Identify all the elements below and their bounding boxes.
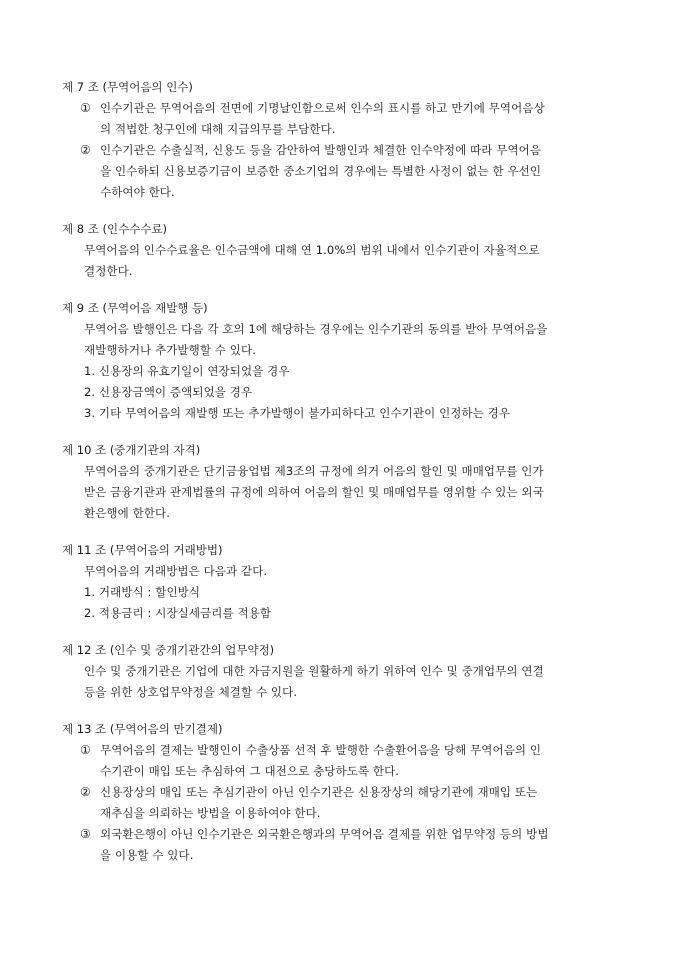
numbered-item: 2. 신용장금액이 증액되었을 경우 [84,385,253,399]
item-text-line: 인수기관은 무역어음의 전면에 기명날인함으로써 인수의 표시를 하고 만기에 무역어음상 [100,101,545,115]
article-heading: 제 9 조 (무역어음 재발행 등) [62,301,208,315]
item-mark: ② [80,143,91,157]
item-mark: ③ [80,827,91,841]
numbered-item: 1. 신용장의 유효기일이 연장되었을 경우 [84,364,290,378]
item-text-line: 무역어음의 결제는 발행인이 수출상품 선적 후 발행한 수출환어음을 당해 무역어음의 인 [100,743,542,757]
item-mark: ① [80,101,91,115]
body-text-line: 받은 금융기관과 관계법률의 규정에 의하여 어음의 할인 및 매매업무를 영위할 수 있는 외국 [84,485,544,499]
item-text-line: 수기관이 매입 또는 추심하여 그 대전으로 충당하도록 한다. [100,764,400,778]
body-text-line: 재발행하거나 추가발행할 수 있다. [84,343,256,357]
body-text-line: 결정한다. [84,264,133,278]
item-text-line: 외국환은행이 아닌 인수기관은 외국환은행과의 무역어음 결제를 위한 업무약정 등의 방법 [100,827,549,841]
item-mark: ① [80,743,91,757]
body-text-line: 무역어음의 거래방법은 다음과 같다. [84,564,268,578]
body-text-line: 환은행에 한한다. [84,506,170,520]
item-mark: ② [80,785,91,799]
numbered-item: 1. 거래방식 : 할인방식 [84,585,201,599]
article-heading: 제 10 조 (중개기관의 자격) [62,443,201,457]
article-heading: 제 7 조 (무역어음의 인수) [62,80,193,94]
article-heading: 제 12 조 (인수 및 중개기관간의 업무약정) [62,643,275,657]
item-text-line: 재추심을 의뢰하는 방법을 이용하여야 한다. [100,806,321,820]
article-heading: 제 8 조 (인수수수료) [62,222,168,236]
numbered-item: 3. 기타 무역어음의 재발행 또는 추가발행이 불가피하다고 인수기관이 인정하는 경우 [84,406,511,420]
numbered-item: 2. 적용금리 : 시장실세금리를 적용함 [84,606,272,620]
item-text-line: 의 적법한 청구인에 대해 지급의무를 부담한다. [100,122,336,136]
item-text-line: 을 인수하되 신용보증기금이 보증한 중소기업의 경우에는 특별한 사정이 없는 한 우선인 [100,164,542,178]
body-text-line: 등을 위한 상호업무약정을 체결할 수 있다. [84,685,298,699]
body-text-line: 인수 및 중개기관은 기업에 대한 자금지원을 원활하게 하기 위하여 인수 및 중개업무의 연결 [84,664,544,678]
item-text-line: 을 이용할 수 있다. [100,848,194,862]
item-text-line: 수하여야 한다. [100,185,175,199]
body-text-line: 무역어음의 인수수료율은 인수금액에 대해 연 1.0%의 범위 내에서 인수기관이 자율적으로 [84,243,540,257]
item-text-line: 인수기관은 수출실적, 신용도 등을 감안하여 발행인과 체결한 인수약정에 따라 무역어음 [100,143,542,157]
article-heading: 제 11 조 (무역어음의 거래방법) [62,543,223,557]
body-text-line: 무역어음의 중개기관은 단기금융업법 제3조의 규정에 의거 어음의 할인 및 매매업무를 인가 [84,464,544,478]
article-heading: 제 13 조 (무역어음의 만기결제) [62,722,223,736]
item-text-line: 신용장상의 매입 또는 추심기관이 아닌 인수기관은 신용장상의 해당기관에 재매입 또는 [100,785,538,799]
body-text-line: 무역어음 발행인은 다음 각 호의 1에 해당하는 경우에는 인수기관의 동의를 받아 무역어음을 [84,322,548,336]
